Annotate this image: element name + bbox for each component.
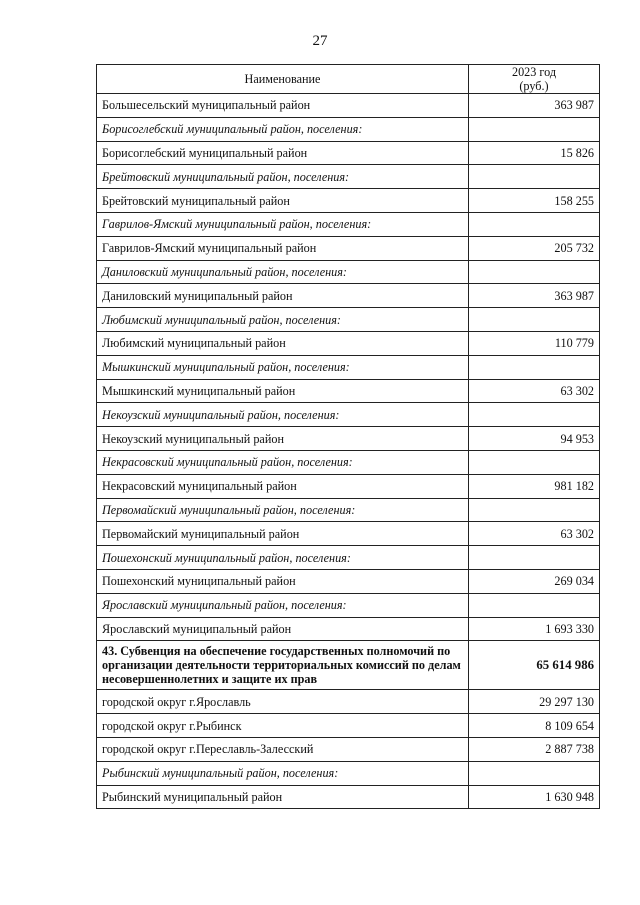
row-name: Мышкинский муниципальный район, поселения: xyxy=(97,355,469,379)
table-group-row xyxy=(97,546,600,570)
row-name: Любимский муниципальный район xyxy=(97,331,469,355)
table-group-row xyxy=(97,498,600,522)
column-header-year xyxy=(469,65,600,94)
row-name: Брейтовский муниципальный район, поселения: xyxy=(97,165,469,189)
table-group-row xyxy=(97,308,600,332)
row-value: 158 255 xyxy=(469,189,600,213)
table-header-row xyxy=(97,65,600,94)
row-value: 205 732 xyxy=(469,236,600,260)
row-name: Некоузский муниципальный район xyxy=(97,427,469,451)
row-value xyxy=(469,593,600,617)
row-value: 110 779 xyxy=(469,331,600,355)
row-value xyxy=(469,498,600,522)
row-value: 2 887 738 xyxy=(469,737,600,761)
row-name: Рыбинский муниципальный район xyxy=(97,785,469,809)
row-name: Даниловский муниципальный район xyxy=(97,284,469,308)
table-row xyxy=(97,331,600,355)
row-value: 63 302 xyxy=(469,522,600,546)
row-name: Ярославский муниципальный район, поселения: xyxy=(97,593,469,617)
row-value xyxy=(469,355,600,379)
row-name: Первомайский муниципальный район, поселения: xyxy=(97,498,469,522)
row-value xyxy=(469,450,600,474)
row-name: Любимский муниципальный район, поселения: xyxy=(97,308,469,332)
table-group-row xyxy=(97,593,600,617)
row-name: Большесельский муниципальный район xyxy=(97,94,469,118)
table-group-row xyxy=(97,403,600,427)
column-header-unit: (руб.) xyxy=(519,79,549,93)
table-row xyxy=(97,617,600,641)
row-name: Пошехонский муниципальный район xyxy=(97,569,469,593)
page-number: 27 xyxy=(312,33,328,49)
row-value: 981 182 xyxy=(469,474,600,498)
table-group-row xyxy=(97,761,600,785)
row-value xyxy=(469,165,600,189)
row-value xyxy=(469,761,600,785)
table-row xyxy=(97,427,600,451)
row-value: 363 987 xyxy=(469,94,600,118)
row-name: Некоузский муниципальный район, поселения: xyxy=(97,403,469,427)
row-name: Первомайский муниципальный район xyxy=(97,522,469,546)
table-body xyxy=(97,94,600,809)
table-row xyxy=(97,785,600,809)
table-row xyxy=(97,189,600,213)
row-name: 43. Субвенция на обеспечение государственных полномочий по организации деятельности территориальных комиссий по делам несовершеннолетних и защите их прав xyxy=(97,641,469,690)
table-row xyxy=(97,284,600,308)
table-group-row xyxy=(97,260,600,284)
row-name: Борисоглебский муниципальный район, поселения: xyxy=(97,117,469,141)
table-row xyxy=(97,141,600,165)
table-row xyxy=(97,714,600,738)
row-name: Рыбинский муниципальный район, поселения: xyxy=(97,761,469,785)
table-group-row xyxy=(97,450,600,474)
row-name: Мышкинский муниципальный район xyxy=(97,379,469,403)
table-group-row xyxy=(97,212,600,236)
column-header-name: Наименование xyxy=(97,65,469,94)
column-header-year-label: 2023 год xyxy=(511,65,557,79)
row-name: Брейтовский муниципальный район xyxy=(97,189,469,213)
row-value: 63 302 xyxy=(469,379,600,403)
row-name: Даниловский муниципальный район, поселения: xyxy=(97,260,469,284)
row-value: 65 614 986 xyxy=(469,641,600,690)
row-value: 269 034 xyxy=(469,569,600,593)
row-name: городской округ г.Рыбинск xyxy=(97,714,469,738)
row-name: Пошехонский муниципальный район, поселения: xyxy=(97,546,469,570)
row-name: Некрасовский муниципальный район, поселения: xyxy=(97,450,469,474)
table-row xyxy=(97,94,600,118)
row-value: 29 297 130 xyxy=(469,690,600,714)
table-row xyxy=(97,236,600,260)
row-name: Гаврилов-Ямский муниципальный район xyxy=(97,236,469,260)
table-row xyxy=(97,379,600,403)
row-name: Некрасовский муниципальный район xyxy=(97,474,469,498)
row-value xyxy=(469,308,600,332)
table-section-row xyxy=(97,641,600,690)
row-name: городской округ г.Переславль-Залесский xyxy=(97,737,469,761)
row-value xyxy=(469,260,600,284)
table-row xyxy=(97,690,600,714)
row-value: 1 630 948 xyxy=(469,785,600,809)
table-row xyxy=(97,522,600,546)
row-value xyxy=(469,117,600,141)
table-row xyxy=(97,569,600,593)
row-name: Ярославский муниципальный район xyxy=(97,617,469,641)
row-value: 363 987 xyxy=(469,284,600,308)
table-row xyxy=(97,474,600,498)
table-group-row xyxy=(97,165,600,189)
budget-table xyxy=(96,64,600,809)
row-name: Борисоглебский муниципальный район xyxy=(97,141,469,165)
table-group-row xyxy=(97,355,600,379)
row-value: 94 953 xyxy=(469,427,600,451)
row-value: 8 109 654 xyxy=(469,714,600,738)
row-value xyxy=(469,546,600,570)
table-row xyxy=(97,737,600,761)
table-group-row xyxy=(97,117,600,141)
row-value: 1 693 330 xyxy=(469,617,600,641)
row-value: 15 826 xyxy=(469,141,600,165)
row-value xyxy=(469,403,600,427)
row-name: Гаврилов-Ямский муниципальный район, поселения: xyxy=(97,212,469,236)
row-name: городской округ г.Ярославль xyxy=(97,690,469,714)
row-value xyxy=(469,212,600,236)
